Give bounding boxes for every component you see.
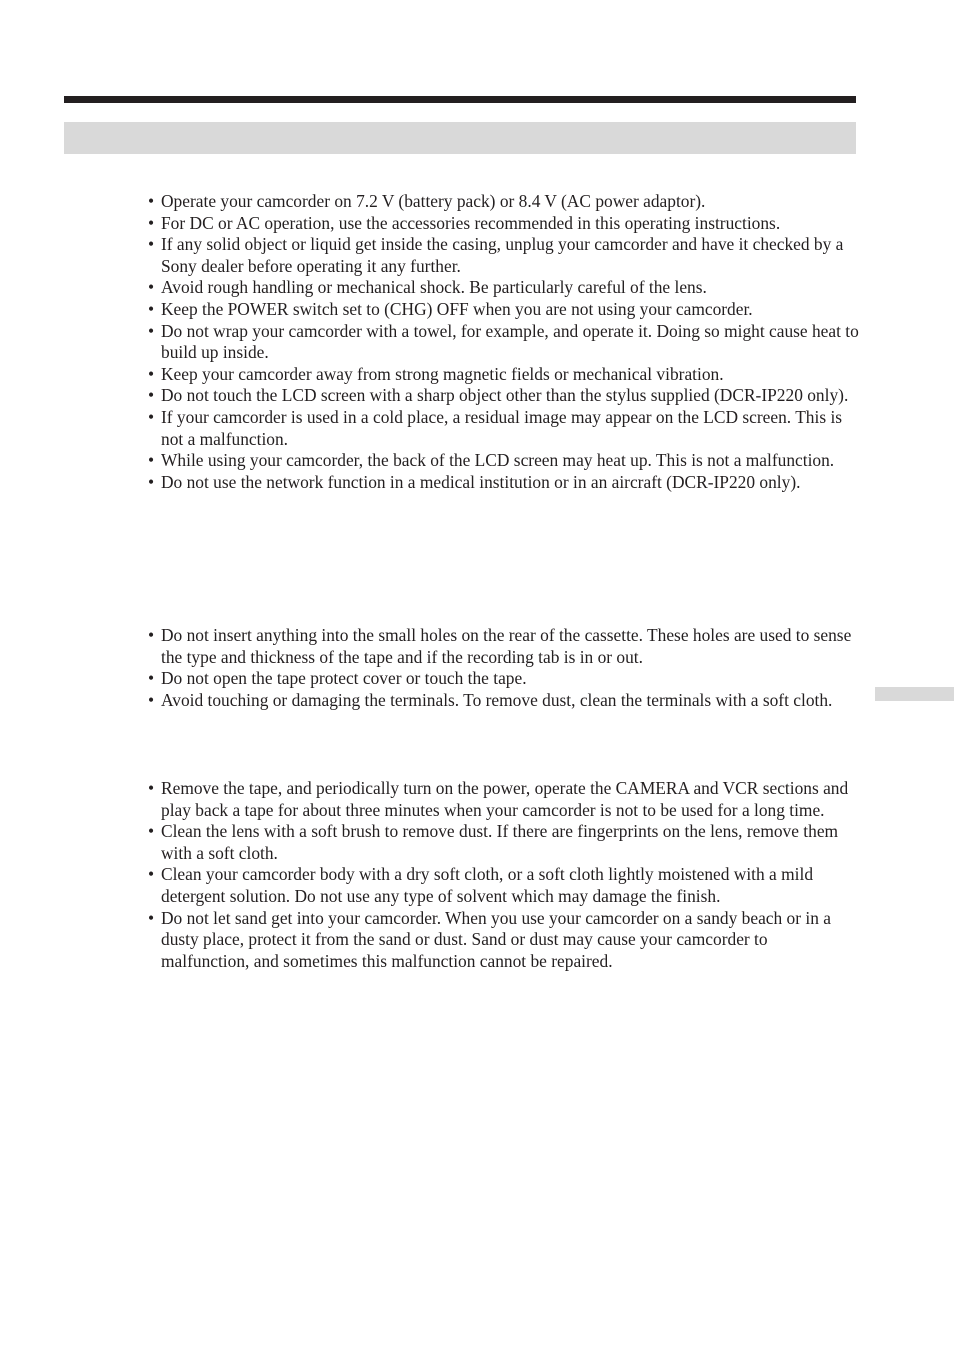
list-item bbox=[148, 277, 860, 299]
list-item-text: Keep the POWER switch set to (CHG) OFF when you are not using your camcorder. bbox=[161, 298, 753, 319]
bullet-icon: • bbox=[148, 450, 155, 471]
list-item-text: Remove the tape, and periodically turn on the power, operate the CAMERA and VCR sections and play back a tape for about three minutes when your camcorder is not to be used for a long time. bbox=[161, 778, 849, 820]
list-item-text: While using your camcorder, the back of the LCD screen may heat up. This is not a malfunction. bbox=[161, 450, 835, 471]
list-item-text: If your camcorder is used in a cold place, a residual image may appear on the LCD screen. This is not a malfunction. bbox=[161, 406, 843, 449]
list-item bbox=[148, 864, 860, 907]
list-item-text: Clean your camcorder body with a dry soft cloth, or a soft cloth lightly moistened with a mild detergent solution. Do not use any type of solvent which may damage the finish. bbox=[161, 864, 814, 906]
list-item bbox=[148, 191, 860, 213]
top-rule bbox=[64, 96, 856, 103]
list-item bbox=[148, 321, 860, 364]
list-item bbox=[148, 821, 860, 864]
operation-precautions-list bbox=[148, 191, 860, 493]
list-item bbox=[148, 908, 860, 973]
list-item-text: Do not let sand get into your camcorder. When you use your camcorder on a sandy beach or in a dusty place, protect it from the sand or dust. Sand or dust may cause your camcorder to malfunction, and sometimes this malfunction cannot be repaired. bbox=[161, 907, 831, 971]
list-item-text: Avoid rough handling or mechanical shock. Be particularly careful of the lens. bbox=[161, 277, 707, 298]
bullet-icon: • bbox=[148, 668, 155, 689]
bullet-icon: • bbox=[148, 320, 155, 341]
bullet-icon: • bbox=[148, 363, 155, 384]
list-item-text: If any solid object or liquid get inside the casing, unplug your camcorder and have it checked by a Sony dealer before operating it any further. bbox=[161, 234, 844, 276]
bullet-icon: • bbox=[148, 778, 155, 798]
bullet-icon: • bbox=[148, 385, 155, 406]
bullet-icon: • bbox=[148, 689, 155, 710]
list-item bbox=[148, 213, 860, 235]
list-item-text: Do not open the tape protect cover or touch the tape. bbox=[161, 668, 527, 689]
list-item-text: For DC or AC operation, use the accessories recommended in this operating instructions. bbox=[161, 212, 781, 233]
list-item-text: Do not insert anything into the small holes on the rear of the cassette. These holes are used to sense the type and thickness of the tape and if the recording tab is in or out. bbox=[161, 625, 852, 667]
list-item bbox=[148, 299, 860, 321]
list-item-text: Do not use the network function in a medical institution or in an aircraft (DCR-IP220 only). bbox=[161, 471, 801, 492]
bullet-icon: • bbox=[148, 471, 155, 492]
list-item-text: Keep your camcorder away from strong magnetic fields or mechanical vibration. bbox=[161, 363, 724, 384]
list-item bbox=[148, 450, 860, 472]
list-item bbox=[148, 364, 860, 386]
list-item bbox=[148, 385, 860, 407]
bullet-icon: • bbox=[148, 234, 155, 255]
care-precautions-list bbox=[148, 778, 860, 972]
bullet-icon: • bbox=[148, 625, 155, 645]
list-item bbox=[148, 472, 860, 494]
cassette-precautions-list bbox=[148, 625, 860, 711]
list-item-text: Avoid touching or damaging the terminals. To remove dust, clean the terminals with a soft cloth. bbox=[161, 689, 833, 710]
list-item bbox=[148, 234, 860, 277]
list-item bbox=[148, 625, 860, 668]
list-item bbox=[148, 778, 860, 821]
bullet-icon: • bbox=[148, 191, 155, 211]
side-index-tab bbox=[875, 687, 954, 701]
list-item-text: Clean the lens with a soft brush to remove dust. If there are fingerprints on the lens, remove them with a soft cloth. bbox=[161, 821, 839, 863]
section-heading-band bbox=[64, 122, 856, 154]
list-item-text: Do not touch the LCD screen with a sharp object other than the stylus supplied (DCR-IP220 only). bbox=[161, 385, 849, 406]
bullet-icon: • bbox=[148, 277, 155, 298]
bullet-icon: • bbox=[148, 298, 155, 319]
bullet-icon: • bbox=[148, 212, 155, 233]
list-item bbox=[148, 407, 860, 450]
bullet-icon: • bbox=[148, 406, 155, 427]
bullet-icon: • bbox=[148, 821, 155, 842]
list-item bbox=[148, 690, 860, 712]
list-item-text: Do not wrap your camcorder with a towel, for example, and operate it. Doing so might cause heat to build up inside. bbox=[161, 320, 859, 363]
list-item bbox=[148, 668, 860, 690]
list-item-text: Operate your camcorder on 7.2 V (battery pack) or 8.4 V (AC power adaptor). bbox=[161, 191, 706, 211]
bullet-icon: • bbox=[148, 907, 155, 928]
bullet-icon: • bbox=[148, 864, 155, 885]
